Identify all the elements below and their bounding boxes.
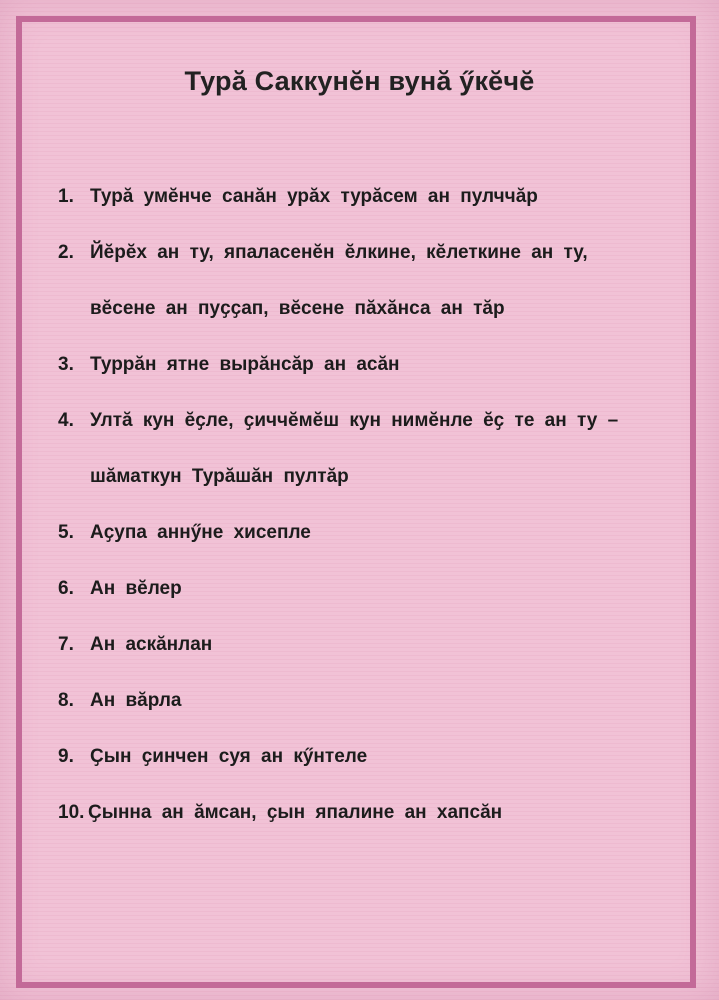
item-number: 7. [58, 634, 74, 655]
item-number: 9. [58, 746, 74, 767]
item-number: 3. [58, 354, 74, 375]
list-item [58, 519, 678, 575]
list-item [58, 799, 678, 855]
item-text: шӑматкун Турӑшӑн пултӑр [90, 466, 349, 487]
item-number: 2. [58, 242, 74, 263]
item-number: 8. [58, 690, 74, 711]
commandments-list [58, 183, 678, 855]
item-number: 10. [58, 802, 85, 823]
item-text: Ан вӑрла [90, 690, 182, 711]
list-item [58, 351, 678, 407]
item-text: Ҫынна ан ӑмсан, ҫын япалине ан хапсӑн [88, 802, 503, 823]
item-number: 6. [58, 578, 74, 599]
item-number: 4. [58, 410, 74, 431]
item-text: Ан вӗлер [90, 578, 182, 599]
list-item [58, 631, 678, 687]
item-text: Йӗрӗх ан ту, япаласенӗн ӗлкине, кӗлеткине ан ту, [90, 242, 588, 263]
item-text: Ҫын ҫинчен суя ан кӳнтеле [90, 746, 368, 767]
item-text: Ан аскӑнлан [90, 634, 213, 655]
item-text: Ултӑ кун ӗҫле, ҫиччӗмӗш кун нимӗнле ӗҫ те ан ту – [90, 410, 619, 431]
item-text: Турӑ умӗнче санӑн урӑх турӑсем ан пулччӑр [90, 186, 538, 207]
list-item [58, 575, 678, 631]
item-text: Аҫупа аннӳне хисепле [90, 522, 311, 543]
list-item [58, 407, 678, 463]
list-item [58, 183, 678, 239]
list-item-continuation [58, 295, 678, 351]
page-title: Турӑ Саккунӗн вунӑ ӳкӗчӗ [184, 66, 535, 96]
list-item [58, 687, 678, 743]
list-item [58, 743, 678, 799]
list-item-continuation [58, 463, 678, 519]
item-number: 5. [58, 522, 74, 543]
item-number: 1. [58, 186, 74, 207]
list-item [58, 239, 678, 295]
item-text: Туррӑн ятне вырӑнсӑр ан асӑн [90, 354, 400, 375]
item-text: вӗсене ан пуҫҫап, вӗсене пӑхӑнса ан тӑр [90, 298, 505, 319]
